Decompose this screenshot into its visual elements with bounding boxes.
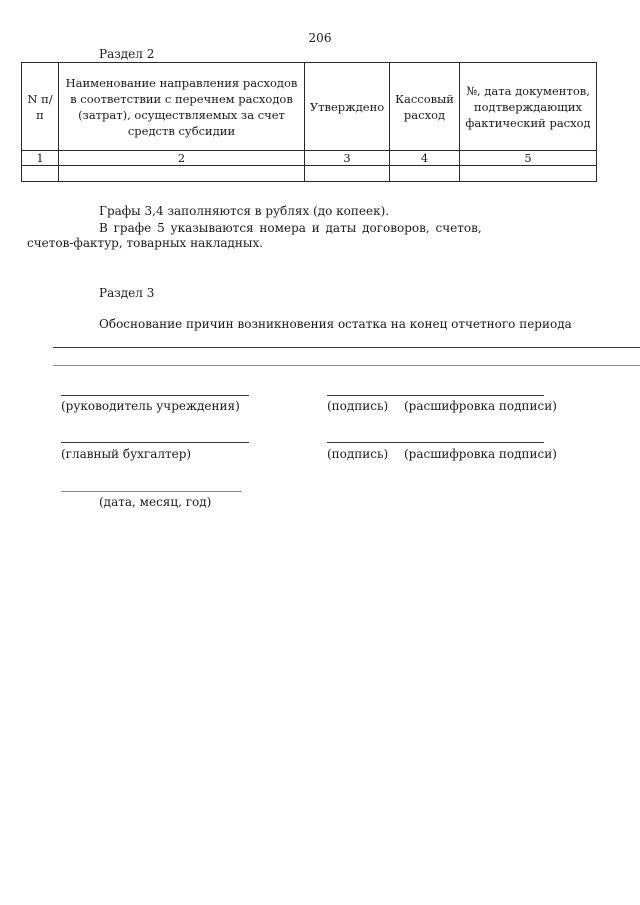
date-line [61, 491, 242, 492]
head-role-label: (руководитель учреждения) [61, 399, 240, 413]
head-signature-label: (подпись) [327, 399, 389, 413]
table-cell [59, 166, 305, 182]
header-cell-expense-name: Наименование направления расходов в соответствии с перечнем расходов (затрат), осуществляемых за счет средств субсидии [59, 63, 305, 151]
note-line-2a: В графе 5 указываются номера и даты договоров, счетов, [99, 221, 482, 235]
header-cell-documents: №, дата документов, подтверждающих фактический расход [460, 63, 597, 151]
head-signature-line [327, 395, 544, 396]
column-number-cell: 4 [390, 151, 460, 166]
table-column-numbers-row [22, 151, 597, 166]
column-number-cell: 5 [460, 151, 597, 166]
column-number-cell: 2 [59, 151, 305, 166]
table-cell [22, 166, 59, 182]
accountant-signature-label: (подпись) [327, 447, 389, 461]
justification-line-1 [53, 347, 640, 348]
header-cell-approved: Утверждено [305, 63, 390, 151]
table-cell [460, 166, 597, 182]
head-role-line [61, 395, 249, 396]
column-number-cell: 3 [305, 151, 390, 166]
expense-table [21, 62, 597, 182]
head-decoding-label: (расшифровка подписи) [404, 399, 557, 413]
accountant-role-line [61, 442, 249, 443]
note-line-1: Графы 3,4 заполняются в рублях (до копеек). [99, 204, 390, 218]
note-line-2b: счетов-фактур, товарных накладных. [27, 236, 264, 250]
accountant-signature-line [327, 442, 544, 443]
table-header-row [22, 63, 597, 151]
page-number: 206 [308, 31, 332, 45]
accountant-role-label: (главный бухгалтер) [61, 447, 192, 461]
column-number-cell: 1 [22, 151, 59, 166]
justification-label: Обоснование причин возникновения остатка на конец отчетного периода [99, 317, 572, 331]
section2-title: Раздел 2 [99, 47, 155, 61]
accountant-decoding-label: (расшифровка подписи) [404, 447, 557, 461]
justification-line-2 [53, 365, 640, 366]
table-row [22, 166, 597, 182]
date-label: (дата, месяц, год) [99, 495, 212, 509]
section3-title: Раздел 3 [99, 286, 155, 300]
header-cell-cash-expense: Кассовый расход [390, 63, 460, 151]
header-cell-number: N п/п [22, 63, 59, 151]
table-cell [305, 166, 390, 182]
table-cell [390, 166, 460, 182]
